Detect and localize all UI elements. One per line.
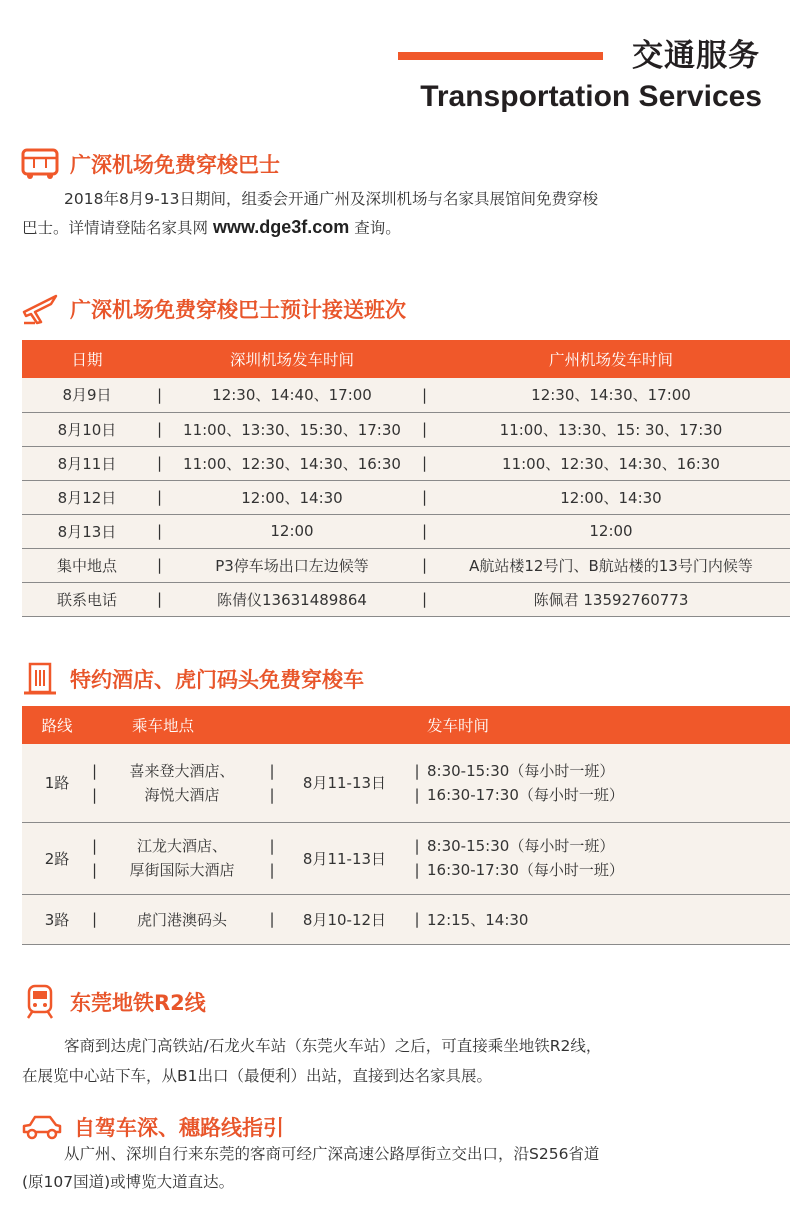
column-header: 路线 xyxy=(22,706,92,744)
header-accent-bar xyxy=(398,52,603,60)
section5-paragraph-line2: (原107国道)或博览大道直达。 xyxy=(22,1173,235,1191)
page-header xyxy=(0,30,800,120)
hotel-icon xyxy=(20,662,60,696)
bus-icon xyxy=(20,147,60,181)
section-hotel-shuttle-title: 特约酒店、虎门码头免费穿梭车 xyxy=(20,662,364,696)
section4-paragraph: 客商到达虎门高铁站/石龙火车站（东莞火车站）之后，可直接乘坐地铁R2线， xyxy=(64,1037,602,1055)
table-row: 联系电话 | 陈倩仪13631489864 | 陈佩君 13592760773 xyxy=(22,582,790,616)
column-header: 广州机场发车时间 xyxy=(432,340,790,378)
section-driving-title: 自驾车深、穗路线指引 xyxy=(20,1110,284,1144)
table-row: 1路 | | 喜来登大酒店、 海悦大酒店 | | 8月11-13日 | | 8:30-15:30（每小时一班） 16:30-17:30（每小时一班） xyxy=(22,744,790,822)
column-header: 乘车地点 xyxy=(102,706,262,744)
metro-icon xyxy=(20,985,60,1019)
airport-schedule-table xyxy=(22,340,790,617)
table-row: 集中地点 | P3停车场出口左边候等 | A航站楼12号门、B航站楼的13号门内候等 xyxy=(22,548,790,582)
column-header: 发车时间 xyxy=(427,706,790,744)
hotel-shuttle-table xyxy=(22,706,790,945)
table-header-row xyxy=(22,706,790,744)
section1-paragraph-line2: 巴士。详情请登陆名家具网 www.dge3f.com 查询。 xyxy=(22,217,401,237)
column-header: 深圳机场发车时间 xyxy=(167,340,417,378)
section-airport-shuttle-title: 广深机场免费穿梭巴士 xyxy=(20,147,280,181)
car-icon xyxy=(20,1110,64,1144)
section1-paragraph: 2018年8月9-13日期间，组委会开通广州及深圳机场与名家具展馆间免费穿梭 xyxy=(64,190,598,208)
section4-paragraph-line2: 在展览中心站下车，从B1出口（最便利）出站，直接到达名家具展。 xyxy=(22,1067,492,1085)
section-shuttle-schedule-title: 广深机场免费穿梭巴士预计接送班次 xyxy=(20,292,406,326)
table-row: 8月10日 | 11:00、13:30、15:30、17:30 | 11:00、13:30、15: 30、17:30 xyxy=(22,412,790,446)
table-row: 3路 | 虎门港澳码头 | 8月10-12日 | 12:15、14:30 xyxy=(22,894,790,944)
column-header: 日期 xyxy=(22,340,152,378)
table-row: 8月9日 | 12:30、14:40、17:00 | 12:30、14:30、17:00 xyxy=(22,378,790,412)
table-header-row xyxy=(22,340,790,378)
table-row: 8月12日 | 12:00、14:30 | 12:00、14:30 xyxy=(22,480,790,514)
table-row: 8月11日 | 11:00、12:30、14:30、16:30 | 11:00、12:30、14:30、16:30 xyxy=(22,446,790,480)
airplane-icon xyxy=(20,292,60,326)
table-row: 8月13日 | 12:00 | 12:00 xyxy=(22,514,790,548)
page-title-en: Transportation Services xyxy=(420,80,762,113)
page-title-cn: 交通服务 xyxy=(632,38,760,74)
section5-paragraph: 从广州、深圳自行来东莞的客商可经广深高速公路厚街立交出口，沿S256省道 xyxy=(64,1145,600,1163)
website-link[interactable]: www.dge3f.com xyxy=(212,217,350,237)
table-row: 2路 | | 江龙大酒店、 厚街国际大酒店 | | 8月11-13日 | | 8:30-15:30（每小时一班） 16:30-17:30（每小时一班） xyxy=(22,822,790,894)
section-metro-title: 东莞地铁R2线 xyxy=(20,985,206,1019)
